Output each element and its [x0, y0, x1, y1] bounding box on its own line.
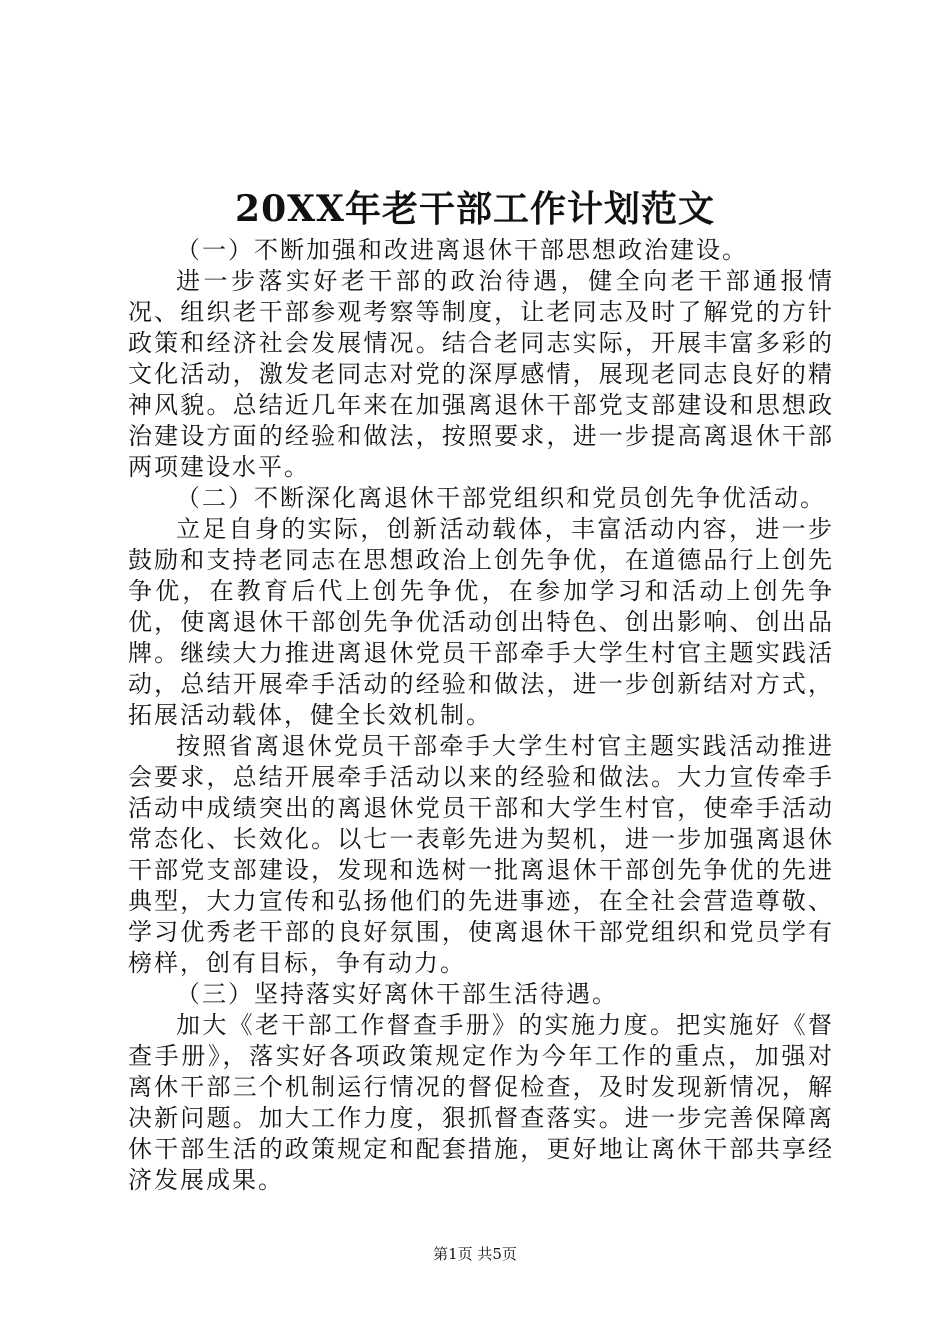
body-paragraph: 按照省离退休党员干部牵手大学生村官主题实践活动推进会要求，总结开展牵手活动以来的经验和做法。大力宣传牵手活动中成绩突出的离退休党员干部和大学生村官，使牵手活动常态化、长效化。以七一表彰先进为契机，进一步加强离退休干部党支部建设，发现和选树一批离退休干部创先争优的先进典型，大力宣传和弘扬他们的先进事迹，在全社会营造尊敬、学习优秀老干部的良好氛围，使离退休干部党组织和党员学有榜样，创有目标，争有动力。: [128, 732, 834, 977]
body-paragraph: 进一步落实好老干部的政治待遇，健全向老干部通报情况、组织老干部参观考察等制度，让老同志及时了解党的方针政策和经济社会发展情况。结合老同志实际，开展丰富多彩的文化活动，激发老同志对党的深厚感情，展现老同志良好的精神风貌。总结近几年来在加强离退休干部党支部建设和思想政治建设方面的经验和做法，按照要求，进一步提高离退休干部两项建设水平。: [128, 267, 834, 481]
document-body: [128, 235, 834, 1196]
section-heading-3: （三）坚持落实好离休干部生活待遇。: [176, 980, 618, 1008]
section-heading-2: （二）不断深化离退休干部党组织和党员创先争优活动。: [176, 484, 826, 512]
section-heading-1: （一）不断加强和改进离退休干部思想政治建设。: [176, 236, 748, 264]
page-footer: 第1页 共5页: [433, 1245, 517, 1263]
body-paragraph: 加大《老干部工作督查手册》的实施力度。把实施好《督查手册》，落实好各项政策规定作为今年工作的重点，加强对离休干部三个机制运行情况的督促检查，及时发现新情况，解决新问题。加大工作力度，狠抓督查落实。进一步完善保障离休干部生活的政策规定和配套措施，更好地让离休干部共享经济发展成果。: [128, 1011, 834, 1194]
body-paragraph: 立足自身的实际，创新活动载体，丰富活动内容，进一步鼓励和支持老同志在思想政治上创先争优，在道德品行上创先争优，在教育后代上创先争优，在参加学习和活动上创先争优，使离退休干部创先争优活动创出特色、创出影响、创出品牌。继续大力推进离退休党员干部牵手大学生村官主题实践活动，总结开展牵手活动的经验和做法，进一步创新结对方式，拓展活动载体，健全长效机制。: [128, 515, 834, 729]
document-title: 20XX年老干部工作计划范文: [235, 188, 715, 230]
